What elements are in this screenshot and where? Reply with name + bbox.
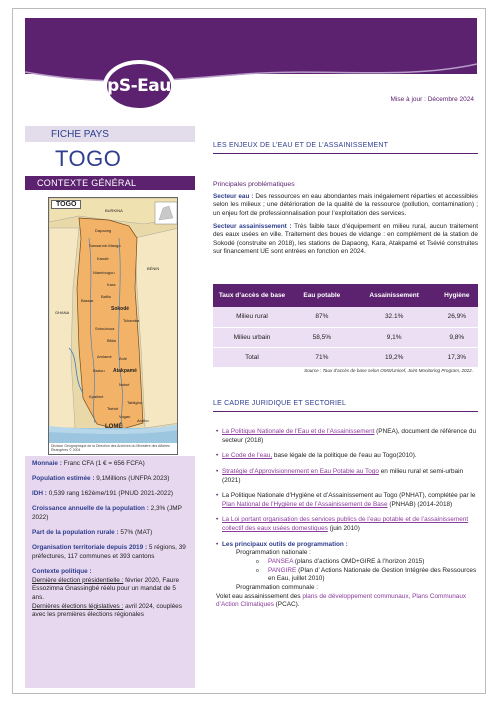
pansea-item: [222, 558, 478, 567]
table-cell: 32.1%: [353, 307, 436, 327]
fact-value: 0,539 rang 162ème/191 (PNUD 2021-2022): [46, 490, 174, 498]
table-row: [213, 347, 478, 367]
strategie-aep-link[interactable]: Stratégie d’Approvisionnement en Eau Potable au Togo: [222, 467, 379, 475]
fact-label: Part de la population rurale :: [32, 529, 119, 537]
table-row: [213, 327, 478, 347]
fact-value: 2,3% (JMP 2022): [32, 505, 182, 522]
politics-label: Contexte politique :: [32, 568, 92, 576]
list-item-text: en milieu rural et semi-urbain (2021): [222, 467, 464, 484]
map-label-amlame: Amlamé: [97, 354, 112, 359]
context-header: [25, 176, 195, 190]
pansea-link[interactable]: PANSEA: [268, 558, 294, 566]
map-label-bassar: Bassar: [81, 298, 94, 303]
politics-legislative-label: Dernières élections législatives :: [32, 602, 124, 610]
table-cell: 17,3%: [436, 347, 478, 367]
map-label-sansanne: Sansanné-Mango: [89, 243, 121, 248]
water-sector-label: Secteur eau :: [213, 193, 254, 200]
fiche-label-text: FICHE PAYS: [51, 128, 109, 140]
communal-programming: Programmation communale :: [236, 583, 319, 591]
list-item: [216, 428, 478, 445]
table-cell: Milieu urbain: [213, 327, 291, 347]
pangire-item: [222, 567, 478, 584]
code-eau-link[interactable]: Le Code de l’eau,: [222, 452, 273, 460]
table-cell: Milieu rural: [213, 307, 291, 327]
map-label-blitta: Blitta: [107, 338, 116, 343]
list-item-text: (juin 2010): [327, 525, 360, 533]
map-title: TOGO: [51, 200, 81, 209]
header-banner: [25, 18, 477, 74]
banner-wave: [25, 58, 477, 98]
fact-label: Population estimée :: [32, 475, 95, 483]
fact-idh: [32, 490, 189, 499]
logo-text: pS-Eau: [107, 76, 171, 96]
map-label-sokode: Sokodé: [111, 306, 130, 312]
list-item-text: La Politique Nationale d’Hygiène et d’Assainissement au Togo (PNHAT), complétée par le: [222, 492, 476, 500]
map-label-bafilo: Bafilo: [101, 294, 112, 299]
fact-label: Monnaie :: [32, 460, 62, 467]
fact-growth: [32, 505, 189, 522]
cadre-divider: [213, 411, 478, 412]
cadre-section: [213, 400, 478, 412]
map-credit: Division Géographique de la Direction des Archives du Ministère des Affaires Étrangères © 2004: [49, 443, 177, 454]
map-label-ghana: GHANA: [55, 310, 70, 315]
volet-text-end: (PCAC).: [273, 601, 300, 609]
fact-label: Organisation territoriale depuis 2019 :: [32, 544, 148, 552]
fact-label: Croissance annuelle de la population :: [32, 505, 149, 513]
table-cell: 71%: [291, 347, 353, 367]
cadre-title: LE CADRE JURIDIQUE ET SECTORIEL: [213, 400, 347, 407]
update-date: Mise à jour : Décembre 2024: [390, 96, 474, 103]
problematics-subtitle: Principales problématiques: [213, 181, 295, 188]
fact-territory: [32, 544, 189, 561]
country-facts: [25, 456, 195, 688]
table-cell: 19,2%: [353, 347, 436, 367]
list-item-text: (PNHAB) (2014-2018): [387, 500, 453, 508]
volet-text: Volet eau assainissement des: [216, 592, 303, 600]
map-label-aneho: Aného: [137, 418, 149, 423]
fiche-pays-label: [25, 126, 195, 142]
table-header: Eau potable: [291, 284, 353, 307]
enjeux-section: [213, 142, 478, 256]
pansea-text: (plans d’actions OMD+GIRE à l’horizon 2015): [293, 558, 425, 566]
pangire-text: (Plan d’ Actions Nationale de Gestion Intégrée des Ressources en Eau, juillet 2010): [268, 566, 477, 583]
plans-developpement-link[interactable]: plans de développement communaux,: [302, 592, 411, 600]
table-cell: Total: [213, 347, 291, 367]
map-label-tabligbo: Tabligbo: [127, 400, 142, 405]
list-item: [216, 541, 478, 593]
pangire-link[interactable]: PANGIRE: [268, 566, 297, 574]
fact-value: 9,1Millions (UNFPA 2023): [94, 475, 170, 483]
togo-map: [48, 197, 178, 455]
map-label-dapaong: Dapaong: [95, 228, 112, 233]
sanitation-sector-paragraph: [213, 223, 478, 256]
pcac-link[interactable]: Plans Communaux d’Action Climatiques: [216, 592, 467, 609]
table-cell: 58,5%: [291, 327, 353, 347]
national-programming: Programmation nationale :: [236, 549, 311, 557]
ps-eau-logo: [103, 60, 175, 112]
water-sector-paragraph: [213, 193, 478, 218]
fact-value: 5 régions, 39 préfectures, 117 communes et 393 cantons: [32, 544, 186, 560]
country-title: [25, 142, 195, 176]
table-cell: 87%: [291, 307, 353, 327]
loi-services-publics-link[interactable]: La Loi portant organisation des services publics de l’eau potable et de l’assainissement collectif des eaux usées domestiques: [222, 516, 469, 533]
table-cell: 9,1%: [353, 327, 436, 347]
sanitation-sector-text: Très faible taux d’équipement en milieu rural, aucun traitement des eaux usées en ville. Traitement des boues de vidange : en complément de la station de Sokodé (construite en 2018), les stations de Dapaong, Kara, Atakpamé et Tsévié construites sur financement UE sont entrées en fonction en 2024.: [213, 222, 479, 255]
map-label-niamtougou: Niamtougou: [93, 270, 115, 275]
fact-label: IDH :: [32, 490, 47, 498]
sanitation-sector-label: Secteur assainissement :: [213, 222, 292, 230]
map-label-benin: BÉNIN: [147, 266, 160, 271]
list-item: [216, 516, 478, 533]
context-title: CONTEXTE GÉNÉRAL: [37, 178, 137, 188]
pnea-link[interactable]: La Politique Nationale de l’Eau et de l’Assainissement: [222, 428, 375, 435]
table-row: [213, 307, 478, 327]
country-name: TOGO: [55, 146, 122, 171]
table-header: Assainissement: [353, 284, 436, 307]
table-cell: 9,8%: [436, 327, 478, 347]
list-item-text: (PNEA), document de référence du secteur (2018): [222, 428, 476, 444]
enjeux-divider: [213, 153, 478, 154]
map-label-anie: Anié: [119, 356, 128, 361]
fact-value: Franc CFA (1 € = 656 FCFA): [61, 460, 145, 467]
fact-value: 57% (MAT): [118, 529, 153, 537]
table-header: Taux d’accès de base: [213, 284, 291, 307]
list-item: [216, 452, 478, 461]
politics-presidential-text: février 2020, Faure Essozimna Gnassingbé réélu pour un mandat de 5 ans.: [32, 576, 180, 602]
table-source: Source : Taux d’accès de base selon OMS/Unicef, Joint Monitoring Program, 2022.: [304, 368, 473, 373]
fact-rural-share: [32, 529, 189, 538]
map-label-vogan: Vogan: [119, 414, 131, 419]
fact-population: [32, 475, 189, 484]
legal-framework-list: [216, 428, 478, 617]
map-label-badou: Badou: [93, 368, 105, 373]
pnhab-link[interactable]: Plan National de l’Hygiène et de l’Assainissement de Base: [222, 500, 388, 508]
politics-presidential-label: Dernière élection présidentielle :: [32, 576, 124, 584]
access-rates-table: [213, 284, 478, 367]
list-item: [216, 468, 478, 485]
left-column: [25, 126, 195, 190]
map-label-kpalime: Kpalimé: [89, 394, 104, 399]
map-label-tchamba: Tchamba: [123, 318, 140, 323]
table-header-row: [213, 284, 478, 307]
map-label-sotouboua: Sotouboua: [95, 326, 115, 331]
map-label-atakpame: Atakpamé: [113, 368, 137, 374]
water-sector-text: Des ressources en eau abondantes mais inégalement réparties et accessibles selon les milieux ; une détérioration de la qualité de la ressource (pollution, contamination) ; un enjeu fort de professionnalisation pour l’exploitation des services.: [213, 193, 478, 217]
fact-politics: [32, 568, 189, 620]
table-cell: 26,9%: [436, 307, 478, 327]
map-label-notse: Notsé: [119, 382, 130, 387]
table-header: Hygiène: [436, 284, 478, 307]
programming-tools-title: Les principaux outils de programmation :: [222, 540, 348, 548]
list-item-text: base légale de la politique de l’eau au Togo(2010).: [272, 452, 417, 460]
list-item: [216, 492, 478, 509]
politics-legislative-text: avril 2024, couplées avec les premières élections régionales: [32, 602, 182, 619]
enjeux-title: LES ENJEUX DE L’EAU ET DE L’ASSAINISSEMENT: [213, 142, 389, 149]
map-label-kande: Kandé: [97, 256, 109, 261]
map-label-tsevie: Tsévié: [107, 406, 119, 411]
map-label-burkina: BURKINA: [105, 208, 123, 213]
fact-currency: [32, 460, 189, 469]
map-label-kara: Kara: [107, 282, 116, 287]
map-label-lome: LOMÉ: [105, 424, 123, 430]
volet-item: [216, 593, 478, 610]
